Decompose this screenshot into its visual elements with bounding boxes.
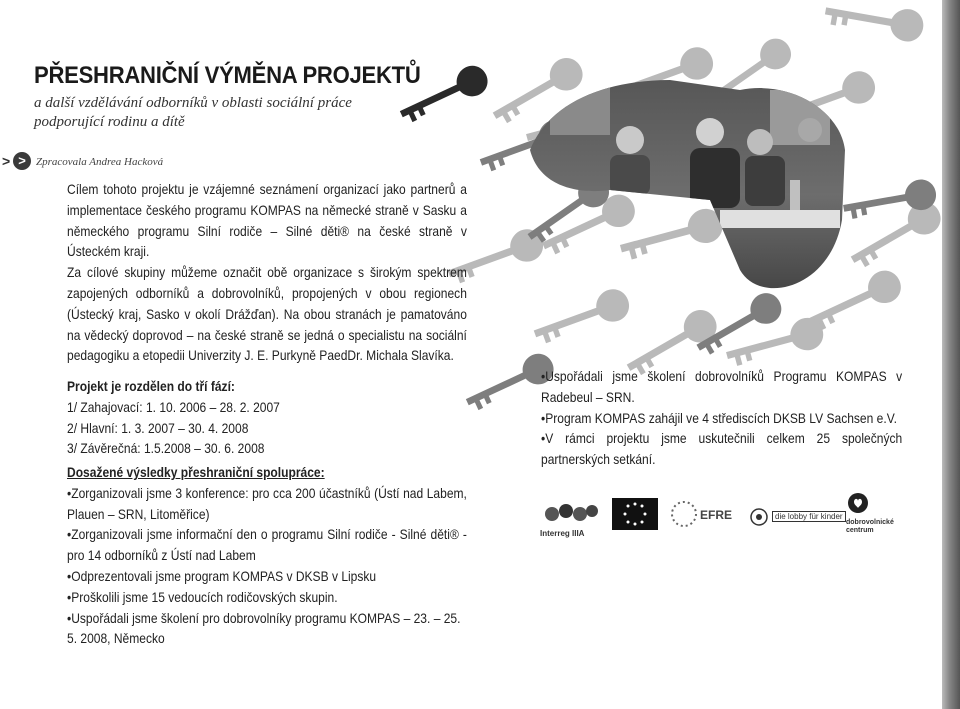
page-title: PŘESHRANIČNÍ VÝMĚNA PROJEKTŮ <box>34 62 421 89</box>
intro-paragraph: Cílem tohoto projektu je vzájemné seznámení organizací jako partnerů a implementace českého programu KOMPAS na německé straně v Sasku a německého programu Silní rodiče – Silné děti® na české straně v Ústeckém kraji. <box>67 181 467 260</box>
background-photo-strip <box>942 0 960 709</box>
result-item: •V rámci projektu jsme uskutečnili celkem 25 společných partnerských setkání. <box>541 430 903 468</box>
arrow-filled-icon: > <box>13 152 31 170</box>
phases-heading: Projekt je rozdělen do tří fází: <box>67 378 235 394</box>
conference-photo <box>520 70 850 320</box>
eu-flag-logo <box>612 498 658 530</box>
phase-item: 1/ Zahajovací: 1. 10. 2006 – 28. 2. 2007 <box>67 398 280 415</box>
interreg-logo: Interreg IIIA <box>540 502 602 542</box>
result-item: •Odprezentovali jsme program KOMPAS v DKSB v Lipsku <box>67 567 377 584</box>
results-section <box>67 462 467 649</box>
result-item: •Proškolili jsme 15 vedoucích rodičovských skupin. <box>67 588 338 605</box>
result-item: •Zorganizovali jsme 3 konference: pro cca 200 účastníků (Ústí nad Labem, Plauen – SRN, Litoměřice) <box>67 484 467 522</box>
result-item: •Program KOMPAS zahájil ve 4 střediscích DKSB LV Sachsen e.V. <box>541 409 897 426</box>
lobby-fur-kinder-logo: die lobby für kinder <box>750 508 850 528</box>
page-subtitle: a další vzdělávání odborníků v oblasti sociální práce podporující rodinu a dítě <box>34 95 352 130</box>
intro-section <box>67 179 467 366</box>
partner-logos <box>540 496 940 546</box>
intro-paragraph: Za cílové skupiny můžeme označit obě organizace s širokým spektrem zapojených odborníků a dobrovolníků, propojených v obou regionech (Ústecký kraj, Sasko v okolí Drážďan). Na obou stranách je pamatováno na vědecký doprovod – na české straně se jedná o specialistu na sociální pedagogiku a etopedii Univerzity J. E. Purkyně PaedDr. Michala Slavíka. <box>67 264 467 364</box>
result-item: •Zorganizovali jsme informační den o programu Silní rodiče - Silné děti® - pro 14 odborníků z Ústí nad Labem <box>67 526 467 564</box>
double-arrow-icon <box>0 152 34 172</box>
arrow-outline-icon: > <box>2 153 11 169</box>
phase-item: 3/ Závěrečná: 1.5.2008 – 30. 6. 2008 <box>67 440 265 457</box>
phase-item: 2/ Hlavní: 1. 3. 2007 – 30. 4. 2008 <box>67 419 249 436</box>
phases-section <box>67 376 467 459</box>
right-results-list <box>541 366 902 470</box>
dobrovolnicke-centrum-logo: dobrovolnické centrum <box>846 492 916 538</box>
result-item: •Uspořádali jsme školení pro dobrovolníky programu KOMPAS – 23. – 25. 5. 2008, Německo <box>67 609 461 647</box>
results-heading: Dosažené výsledky přeshraniční spolupráce: <box>67 464 325 480</box>
author-credit: Zpracovala Andrea Hacková <box>36 156 164 168</box>
result-item: •Uspořádali jsme školení dobrovolníků Programu KOMPAS v Radebeul – SRN. <box>541 368 903 405</box>
author-row <box>0 152 163 172</box>
efre-logo: EFRE <box>670 498 740 534</box>
